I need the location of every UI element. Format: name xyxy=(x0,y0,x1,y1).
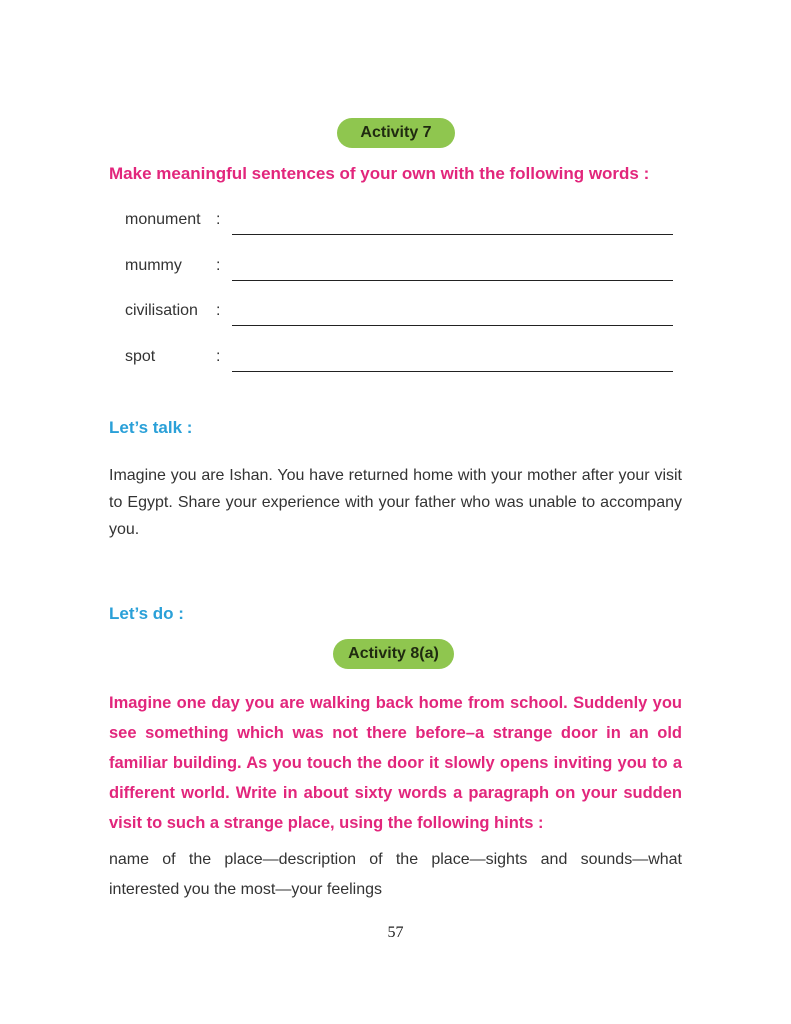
word-label: civilisation xyxy=(125,302,198,319)
word-row-monument xyxy=(125,209,673,235)
word-colon: : xyxy=(216,257,221,274)
lets-talk-heading: Let’s talk : xyxy=(109,418,193,437)
answer-line[interactable] xyxy=(232,280,673,281)
lets-talk-paragraph: Imagine you are Ishan. You have returned home with your mother after your visit to Egypt. Share your experience with your father who was unable to accompany you. xyxy=(109,467,682,538)
answer-line[interactable] xyxy=(232,371,673,372)
lets-do-heading: Let’s do : xyxy=(109,604,184,623)
activity-8a-prompt: Imagine one day you are walking back home from school. Suddenly you see something which was not there before–a strange door in an old familiar building. As you touch the door it slowly opens inviting you to a different world. Write in about sixty words a paragraph on your sudden visit to such a strange place, using the following hints : xyxy=(109,694,682,832)
word-label: spot xyxy=(125,348,156,365)
activity-7-badge: Activity 7 xyxy=(337,118,455,148)
word-colon: : xyxy=(216,348,221,365)
word-row-spot xyxy=(125,346,673,372)
word-row-mummy xyxy=(125,255,673,281)
page-number: 57 xyxy=(387,924,404,941)
word-colon: : xyxy=(216,211,221,228)
answer-line[interactable] xyxy=(232,234,673,235)
word-label: mummy xyxy=(125,257,182,274)
activity-8a-badge: Activity 8(a) xyxy=(333,639,454,669)
word-row-civilisation xyxy=(125,300,673,326)
answer-line[interactable] xyxy=(232,325,673,326)
activity-8a-hints: name of the place—description of the place—sights and sounds—what interested you the most—your feelings xyxy=(109,851,682,898)
activity-7-instruction: Make meaningful sentences of your own with the following words : xyxy=(109,164,650,183)
word-colon: : xyxy=(216,302,221,319)
word-label: monument xyxy=(125,211,201,228)
